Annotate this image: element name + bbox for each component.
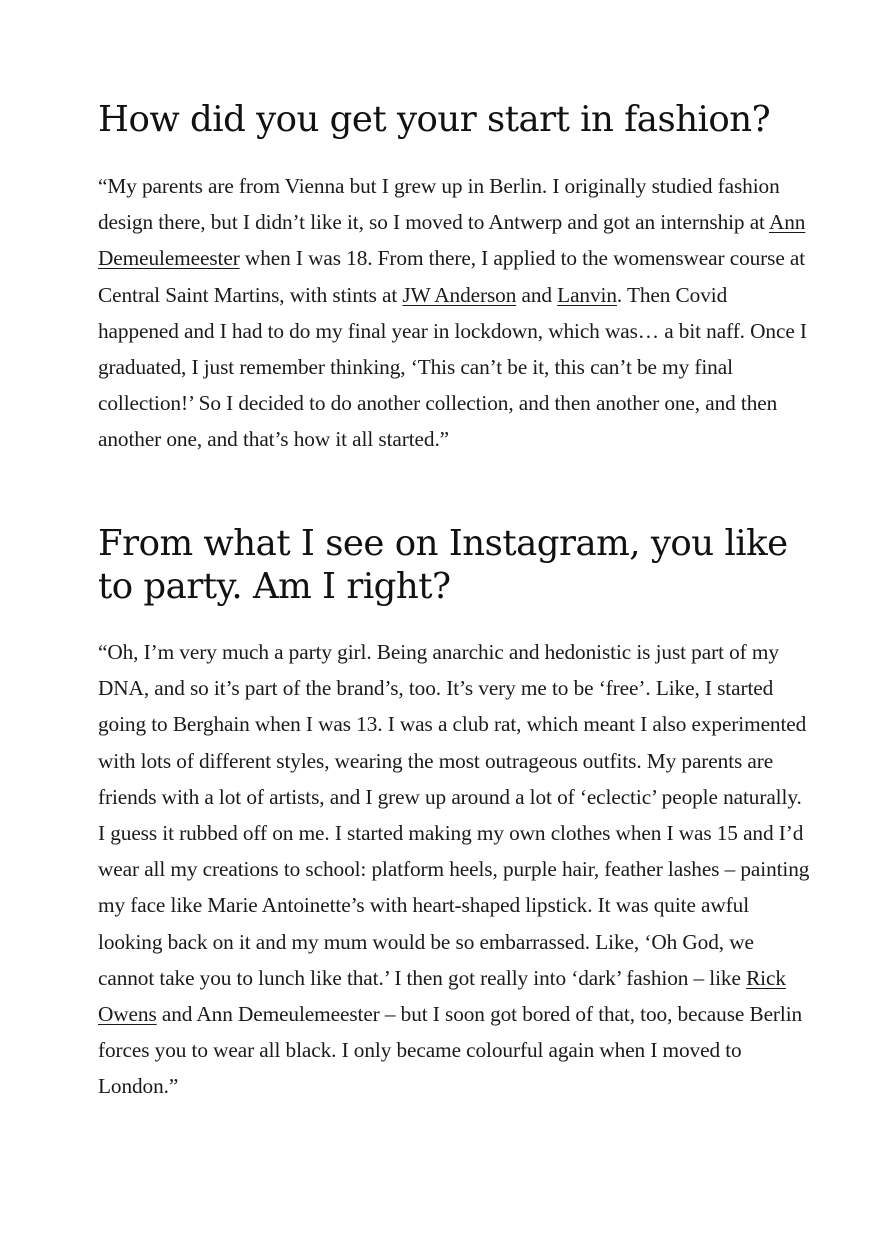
answer-text: “Oh, I’m very much a party girl. Being anarchic and hedonistic is just part of my DNA, and so it’s part of the brand’s, too. It’s very me to be ‘free’. Like, I started going to Berghain when I was 13. I was a club rat, which meant I also experimented with lots of different styles, wearing the most outrageous outfits. My parents are friends with a lot of artists, and I grew up around a lot of ‘eclectic’ people naturally. I guess it rubbed off on me. I started making my own clothes when I was 15 and I’d wear all my creations to school: platform heels, purple hair, feather lashes – painting my face like Marie Antoinette’s with heart-shaped lipstick. It was quite awful looking back on it and my mum would be so embarrassed. Like, ‘Oh God, we cannot take you to lunch like that.’ I then got really into ‘dark’ fashion – like (98, 640, 810, 990)
question-heading-start-in-fashion: How did you get your start in fashion? (98, 99, 771, 140)
answer-paragraph-party (98, 634, 810, 1105)
answer-text: and (516, 282, 558, 307)
answer-text: when I was 18. From there, I applied to the womenswear course at Central Saint Martins, with stints at (98, 246, 806, 307)
link-lanvin[interactable]: Lanvin (557, 282, 617, 307)
answer-text: . Then Covid happened and I had to do my final year in lockdown, which was… a bit naff. Once I graduated, I just remember thinking, ‘This can’t be it, this can’t be my final collection!’ So I decided to do another collection, and then another one, and then another one, and that’s how it all started.” (98, 282, 807, 452)
answer-paragraph-start-in-fashion (98, 168, 810, 458)
link-jw-anderson[interactable]: JW Anderson (402, 282, 517, 307)
link-ann-demeulemeester[interactable]: Ann Demeulemeester (98, 210, 806, 271)
answer-text: “My parents are from Vienna but I grew up in Berlin. I originally studied fashion design there, but I didn’t like it, so I moved to Antwerp and got an internship at (98, 174, 780, 235)
question-heading-party: From what I see on Instagram, you like to party. Am I right? (98, 523, 788, 607)
answer-text: and Ann Demeulemeester – but I soon got bored of that, too, because Berlin forces you to wear all black. I only became colourful again when I moved to London.” (98, 1002, 803, 1099)
link-rick-owens[interactable]: Rick Owens (98, 965, 786, 1027)
